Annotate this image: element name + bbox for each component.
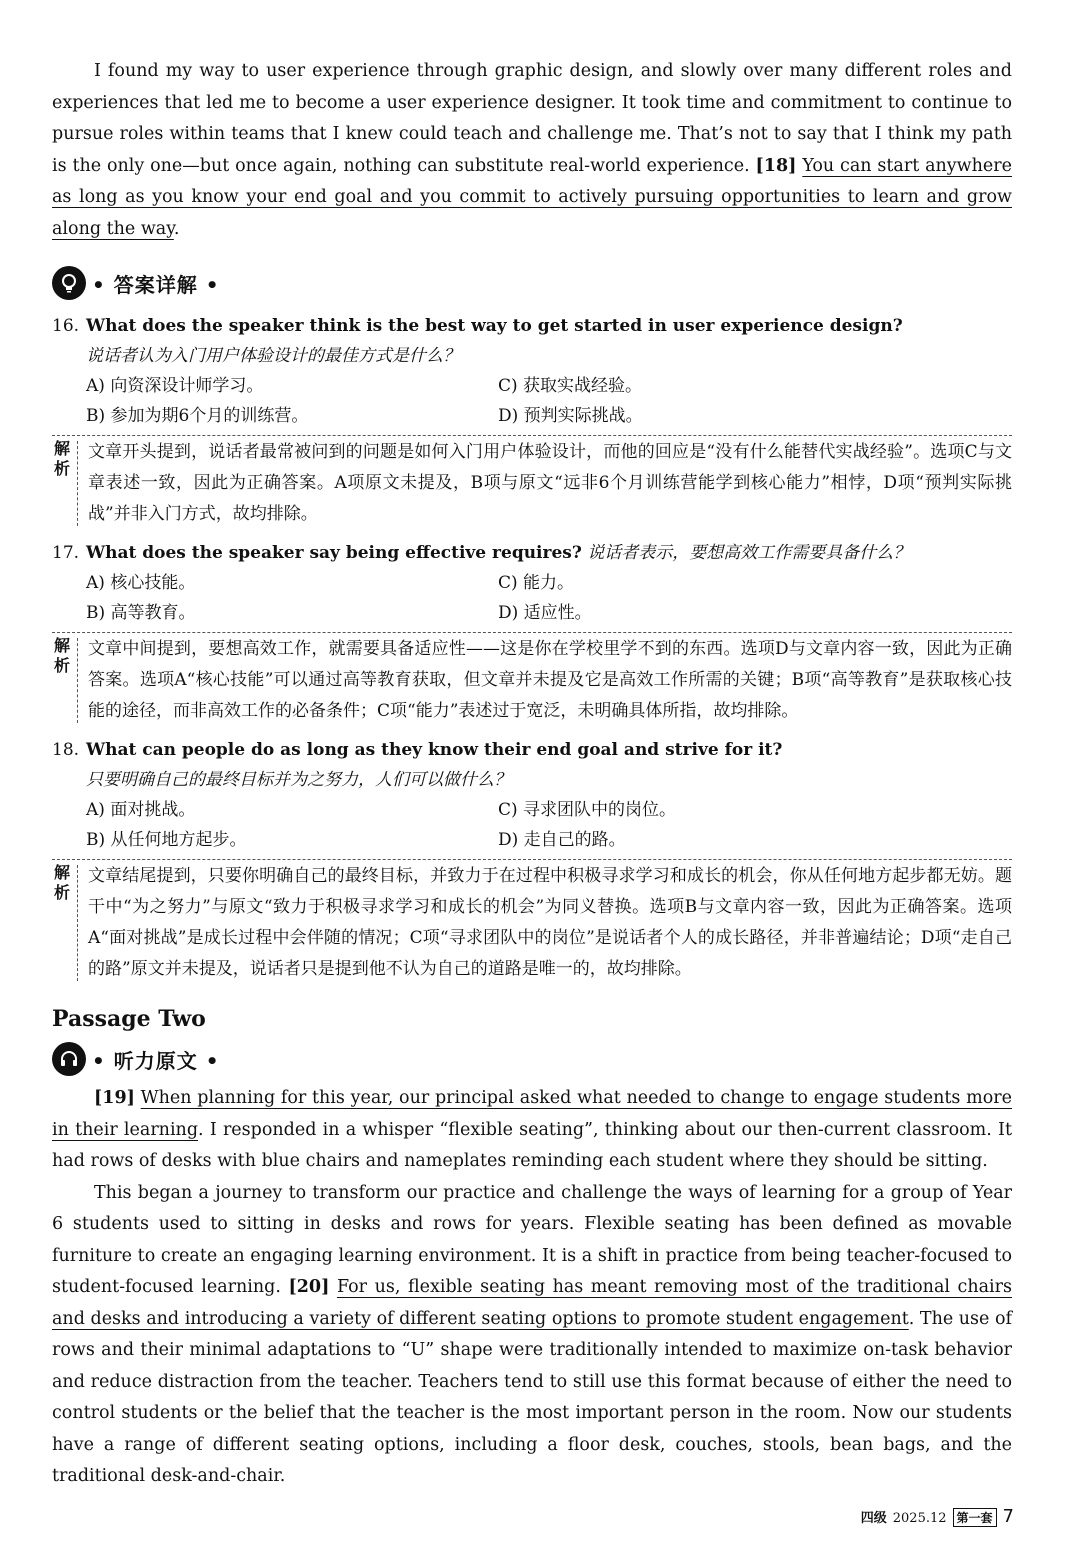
question-cn: 说话者表示，要想高效工作需要具备什么？ [587, 543, 911, 563]
question-number: 17. [52, 543, 80, 563]
page-number: 7 [1002, 1506, 1014, 1527]
option-d: D) 走自己的路。 [498, 830, 626, 850]
answer-section-header [52, 263, 1012, 303]
option-d: D) 适应性。 [498, 603, 592, 623]
exam-set: 第一套 [953, 1508, 997, 1527]
question-18 [52, 735, 1012, 985]
analysis-text: 文章中间提到，要想高效工作，就需要具备适应性——这是你在学校里学不到的东西。选项D与文章内容一致，因此为正确答案。选项A“核心技能”可以通过高等教育获取，但文章并未提及它是高效工作所需的关键；B项“高等教育”是获取核心技能的途径，而非高效工作的必备条件；C项“能力”表述过于宽泛，未明确具体所指，故均排除。 [88, 639, 1012, 721]
question-en: What does the speaker think is the best way to get started in user experience design? [86, 316, 903, 336]
option-c: C) 能力。 [498, 573, 575, 593]
exam-date: 2025.12 [892, 1511, 947, 1526]
paragraph-text-end: . The use of rows and their minimal adaptations to “U” shape were traditionally intended to maximize on-task behavior and reduce distraction from the teacher. Teachers tend to still use this format because of either the need to control students or the belief that the teacher is the most important person in the room. Now our students have a range of different seating options, including a floor desk, couches, stools, bean bags, and the traditional desk-and-chair. [52, 1308, 1012, 1486]
analysis-box [52, 859, 1012, 985]
listening-section-title: • 听力原文 • [92, 1048, 220, 1073]
underlined-answer-text: For us, flexible seating has meant removing most of the traditional chairs and desks and introducing a variety of different seating options to promote student engagement [52, 1277, 1012, 1329]
paragraph-text: I found my way to user experience through graphic design, and slowly over many different roles and experiences that led me to become a user experience designer. It took time and commitment to continue to pursue roles within teams that I knew could teach and challenge me. That’s not to say that I think my path is the only one—but once again, nothing can substitute real-world experience. [52, 61, 1012, 176]
option-b: B) 高等教育。 [86, 603, 196, 623]
option-c: C) 寻求团队中的岗位。 [498, 800, 677, 820]
option-a: A) 向资深设计师学习。 [86, 376, 264, 396]
option-c: C) 获取实战经验。 [498, 376, 643, 396]
options [52, 795, 1012, 855]
option-b: B) 参加为期6个月的训练营。 [86, 406, 309, 426]
paragraph-text-end: . [173, 218, 180, 239]
analysis-label: 解析 [53, 863, 70, 902]
question-marker: [19] [94, 1088, 135, 1108]
underlined-answer-text: You can start anywhere as long as you know your end goal and you commit to actively pursuing opportunities to learn and grow along the way [52, 155, 1013, 239]
paragraph-text: . I responded in a whisper “flexible seating”, thinking about our then-current classroom. It had rows of desks with blue chairs and nameplates reminding each student where they should be sitting. [52, 1119, 1012, 1171]
question-marker: [20] [288, 1277, 330, 1297]
top-paragraph [52, 56, 1012, 245]
option-d: D) 预判实际挑战。 [498, 406, 643, 426]
paragraph-text: This began a journey to transform our practice and challenge the ways of learning for a group of Year 6 students used to sitting in desks and rows for years. Flexible seating has been defined as movable furniture to create an engaging learning environment. It is a shift in practice from being teacher-focused to student-focused learning. [52, 1182, 1012, 1297]
option-a: A) 核心技能。 [86, 573, 196, 593]
passage-two-paragraph-2 [52, 1178, 1012, 1493]
option-b: B) 从任何地方起步。 [86, 830, 247, 850]
question-cn: 只要明确自己的最终目标并为之努力，人们可以做什么？ [86, 770, 511, 790]
question-16 [52, 311, 1012, 530]
analysis-label: 解析 [53, 439, 70, 478]
question-marker: [18] [755, 155, 797, 176]
page-footer [861, 1506, 1014, 1527]
question-en: What does the speaker say being effective requires? [86, 543, 582, 563]
question-17 [52, 538, 1012, 727]
analysis-box [52, 435, 1012, 530]
page-content [52, 56, 1012, 1493]
option-a: A) 面对挑战。 [86, 800, 196, 820]
options [52, 371, 1012, 431]
lightbulb-icon [52, 266, 86, 300]
question-en: What can people do as long as they know their end goal and strive for it? [86, 740, 783, 760]
question-number: 18. [52, 740, 80, 760]
passage-two-paragraph-1 [52, 1083, 1012, 1178]
listening-section-header [52, 1039, 1012, 1079]
underlined-answer-text: When planning for this year, our principal asked what needed to change to engage students more in their learning [52, 1088, 1012, 1140]
question-number: 16. [52, 316, 80, 336]
analysis-box [52, 632, 1012, 727]
answer-section-title: • 答案详解 • [92, 272, 220, 297]
analysis-label: 解析 [53, 636, 70, 675]
passage-two-title: Passage Two [52, 1006, 206, 1032]
analysis-text: 文章开头提到，说话者最常被问到的问题是如何入门用户体验设计，而他的回应是“没有什么能替代实战经验”。选项C与文章表述一致，因此为正确答案。A项原文未提及，B项与原文“远非6个月训练营能学到核心能力”相悖，D项“预判实际挑战”并非入门方式，故均排除。 [88, 442, 1012, 524]
headphones-icon [52, 1042, 86, 1076]
exam-level: 四级 [860, 1511, 887, 1526]
options [52, 568, 1012, 628]
question-cn: 说话者认为入门用户体验设计的最佳方式是什么？ [86, 346, 460, 366]
analysis-text: 文章结尾提到，只要你明确自己的最终目标，并致力于在过程中积极寻求学习和成长的机会，你从任何地方起步都无妨。题干中“为之努力”与原文“致力于积极寻求学习和成长的机会”为同义替换。选项B与文章内容一致，因此为正确答案。选项A“面对挑战”是成长过程中会伴随的情况；C项“寻求团队中的岗位”是说话者个人的成长路径，并非普遍结论；D项“走自己的路”原文并未提及，说话者只是提到他不认为自己的道路是唯一的，故均排除。 [88, 866, 1012, 979]
